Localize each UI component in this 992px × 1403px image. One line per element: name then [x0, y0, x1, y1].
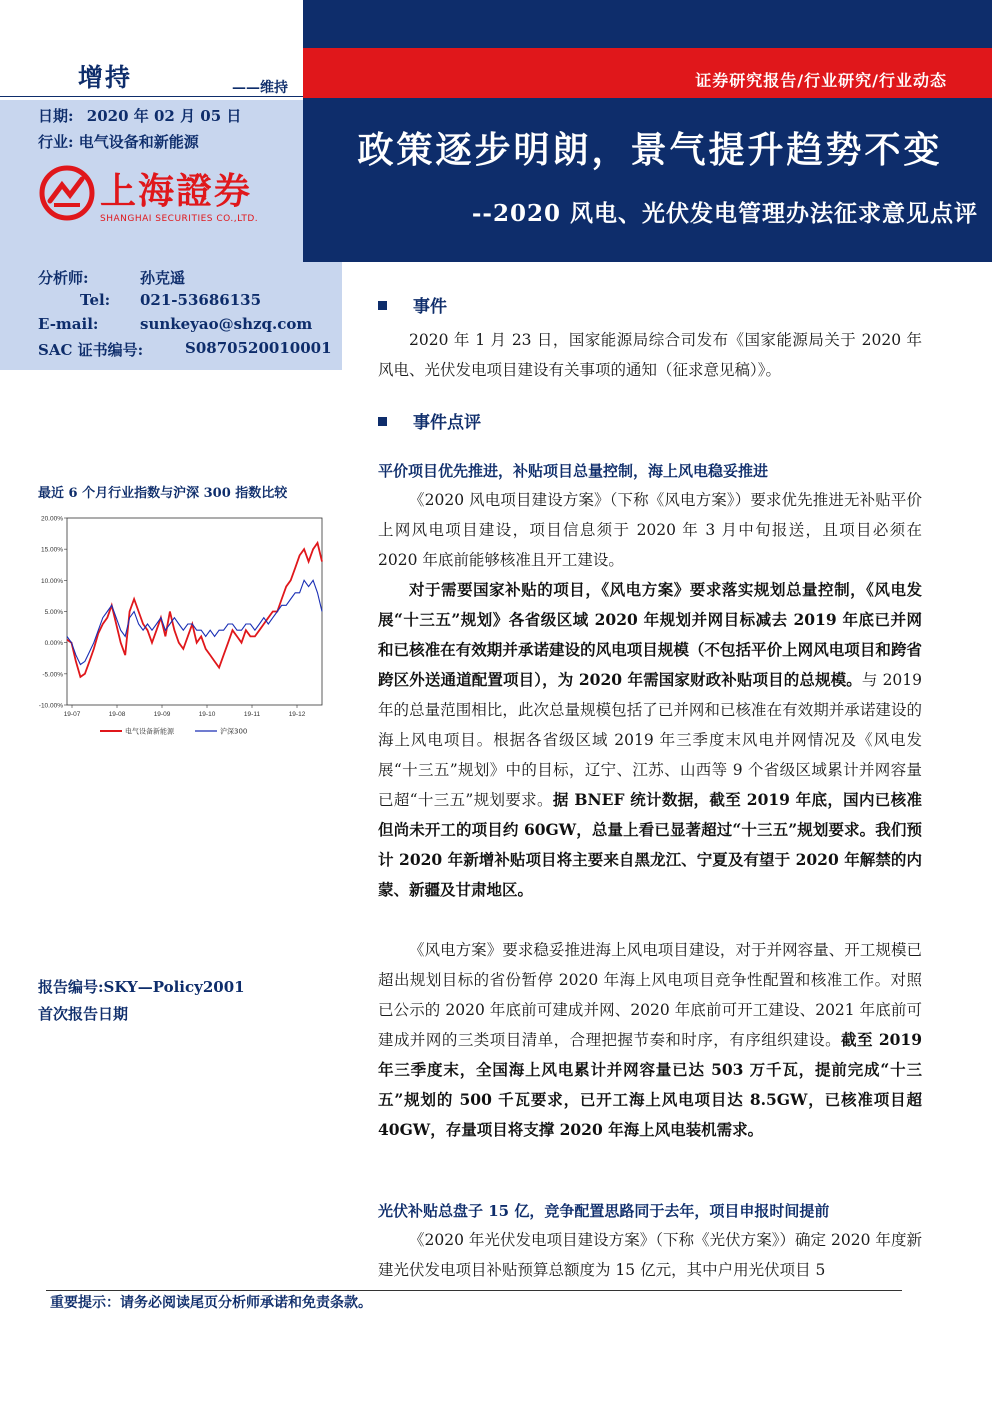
index-comparison-chart: [30, 505, 330, 745]
report-title: 政策逐步明朗，景气提升趋势不变: [357, 129, 943, 171]
rating-divider: [0, 96, 303, 97]
paragraph-wind-subsidy-bold: 对于需要国家补贴的项目，《风电方案》要求落实规划总量控制，《风电发展“十三五”规划》各省级区域 2020 年规划并网目标减去 2019 年底已并网和已核准在有效期并承诺建设的风电项目规模（不包括平价上网风电项目和跨省跨区外送通道配置项目），为 2020 年需国家财政补贴项目的总规模。: [378, 580, 922, 689]
event-paragraph: 2020 年 1 月 23 日，国家能源局综合司发布《国家能源局关于 2020 年风电、光伏发电项目建设有关事项的通知（征求意见稿）》。: [378, 331, 922, 379]
bullet-square-icon: [378, 301, 387, 310]
email-value[interactable]: sunkeyao@shzq.com: [140, 315, 313, 333]
x-tick-label: 19-09: [153, 711, 171, 718]
x-tick-label: 19-08: [108, 711, 126, 718]
bullet-square-icon: [378, 417, 387, 426]
subheading-wind: 平价项目优先推进，补贴项目总量控制，海上风电稳妥推进: [378, 462, 769, 480]
x-tick-label: 19-10: [198, 711, 216, 718]
y-tick-label: -5.00%: [42, 671, 63, 679]
sac-value: S0870520010001: [185, 339, 332, 357]
paragraph-offshore-bold: 截至 2019 年三季度末，全国海上风电累计并网容量已达 503 万千瓦，提前完成“十三五”规划的 500 千瓦要求，已开工海上风电项目达 8.5GW，已核准项目超 40GW，存量项目将支撑 2020 年海上风电装机需求。: [378, 1030, 922, 1139]
paragraph-wind-plan: 《2020 风电项目建设方案》（下称《风电方案》）要求优先推进无补贴平价上网风电项目建设，项目信息须于 2020 年 3 月中旬报送，且项目必须在 2020 年底前能够核准且开工建设。: [378, 491, 922, 569]
report-industry: [38, 131, 199, 152]
email-label: E-mail:: [38, 315, 99, 333]
rating-previous: ——维持: [232, 80, 288, 96]
industry-value: 电气设备和新能源: [78, 133, 199, 151]
paragraph-wind-subsidy-bold2: 据 BNEF 统计数据，截至 2019 年底，国内已核准但尚未开工的项目约 60GW，总量上看已显著超过“十三五”规划要求。我们预计 2020 年新增补贴项目将主要来自黑龙江、宁夏及有望于 2020 年解禁的内蒙、新疆及甘肃地区。: [378, 790, 922, 899]
tel-value: 021-53686135: [140, 291, 262, 309]
y-tick-label: 5.00%: [44, 609, 63, 616]
legend-label: 电气设备新能源: [125, 727, 174, 736]
x-tick-label: 19-12: [288, 711, 306, 718]
analyst-name: 孙克遥: [140, 269, 186, 287]
logo-subtext: SHANGHAI SECURITIES CO.,LTD.: [100, 214, 259, 224]
paragraph-offshore: [378, 935, 922, 1145]
date-value: 2020 年 02 月 05 日: [86, 107, 242, 125]
y-tick-label: 15.00%: [40, 546, 63, 554]
footer-disclaimer: 重要提示：请务必阅读尾页分析师承诺和免责条款。: [50, 1295, 372, 1311]
tel-label: Tel:: [80, 291, 111, 309]
report-date: [38, 105, 241, 126]
report-number-label: 报告编号:: [38, 978, 104, 996]
section-heading-event: [378, 292, 447, 317]
chart-title: 最近 6 个月行业指数与沪深 300 指数比较: [38, 486, 288, 501]
section-heading-review: [378, 408, 481, 433]
logo-text: 上海證券: [100, 170, 253, 212]
series-line-industry: [67, 543, 322, 677]
paragraph-wind-subsidy: [378, 575, 922, 905]
report-number: [38, 976, 245, 997]
y-tick-label: 0.00%: [44, 640, 63, 648]
rating: 增持: [78, 63, 133, 92]
footer-divider: [46, 1290, 902, 1291]
industry-label: 行业:: [38, 133, 74, 151]
y-tick-label: 20.00%: [40, 515, 63, 523]
y-tick-label: 10.00%: [40, 577, 63, 585]
plot-frame: [67, 518, 322, 705]
paragraph-pv-plan: 《2020 年光伏发电项目建设方案》（下称《光伏方案》）确定 2020 年度新建光伏发电项目补贴预算总额度为 15 亿元，其中户用光伏项目 5: [378, 1231, 922, 1279]
sac-label: SAC 证书编号:: [38, 341, 144, 359]
paragraph-wind-subsidy-normal: 与 2019 年的总量范围相比，此次总量规模包括了已并网和已核准在有效期并承诺建设的海上风电项目。根据各省级区域 2019 年三季度末风电并网情况及《风电发展“十三五”规划》中的目标，辽宁、江苏、山西等 9 个省级区域累计并网容量已超“十三五”规划要求。: [378, 671, 923, 809]
analyst-label: 分析师:: [38, 269, 89, 287]
report-category: 证券研究报告/行业研究/行业动态: [695, 71, 947, 90]
section-heading-review-label: 事件点评: [413, 413, 481, 433]
y-tick-label: -10.00%: [38, 702, 63, 710]
first-report-date-label: 首次报告日期: [38, 1005, 129, 1023]
date-label: 日期:: [38, 107, 74, 125]
section-heading-event-label: 事件: [413, 297, 447, 317]
x-tick-label: 19-07: [63, 711, 81, 718]
company-logo: [36, 163, 276, 233]
x-tick-label: 19-11: [243, 711, 261, 718]
subheading-pv: 光伏补贴总盘子 15 亿，竞争配置思路同于去年，项目申报时间提前: [378, 1202, 830, 1220]
report-number-value: SKY—Policy2001: [103, 978, 245, 996]
paragraph-offshore-normal: 《风电方案》要求稳妥推进海上风电项目建设，对于并网容量、开工规模已超出规划目标的省份暂停 2020 年海上风电项目竞争性配置和核准工作。对照已公示的 2020 年底前可建成并网、2020 年底前可开工建设、2021 年底前可建成并网的三类项目清单，合理把握节奏和时序，有序组织建设。: [378, 941, 922, 1049]
report-subtitle: --2020 风电、光伏发电管理办法征求意见点评: [471, 200, 978, 227]
legend-label: 沪深300: [220, 727, 248, 736]
